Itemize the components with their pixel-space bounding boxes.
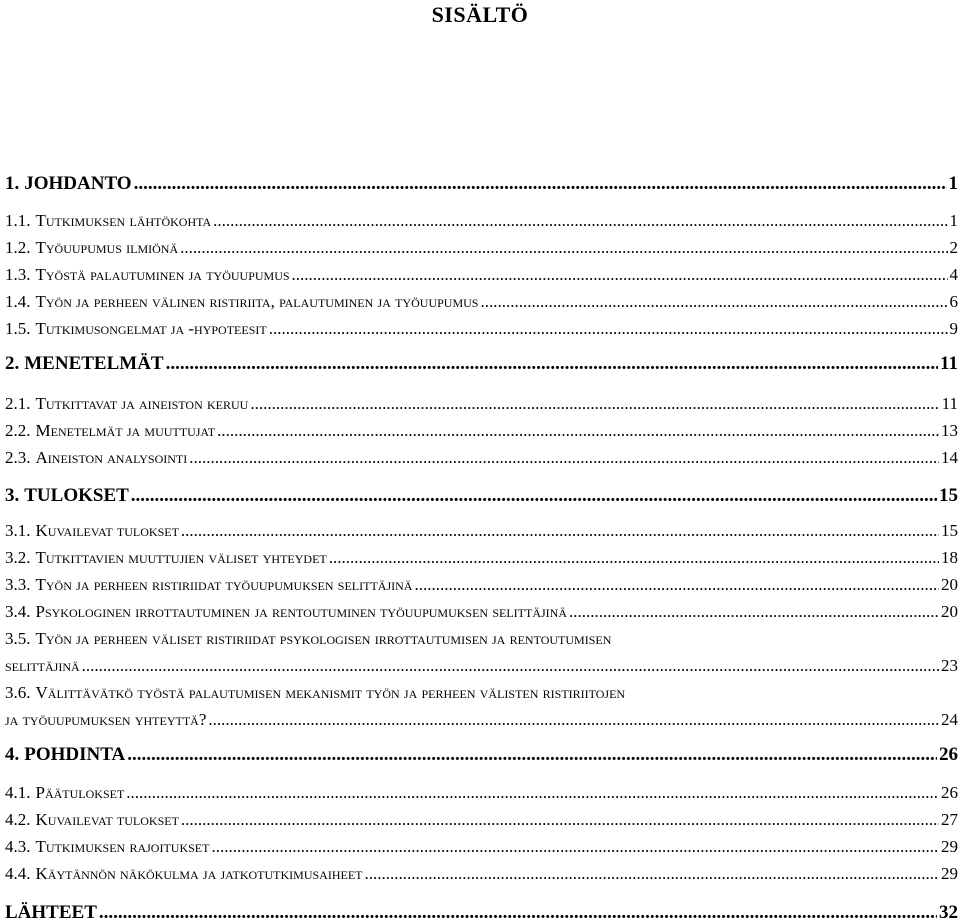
toc-entry-page-number: 6: [949, 292, 958, 311]
toc-entry-number: 4.1.: [5, 783, 31, 802]
toc-entry-title: Kuvailevat tulokset: [35, 810, 179, 829]
toc-entry-page-number: 1: [949, 211, 958, 230]
dot-leader: [217, 422, 939, 439]
toc-entry-title-continued: selittäjinä: [5, 656, 80, 675]
toc-entry[interactable]: [5, 422, 958, 439]
toc-entry[interactable]: [5, 865, 958, 882]
toc-entry-number: 4.4.: [5, 864, 31, 883]
dot-leader: [166, 354, 938, 373]
toc-entry-title: Tutkimusongelmat ja -hypoteesit: [35, 319, 267, 338]
dot-leader: [269, 320, 948, 337]
toc-entry-number: 2.2.: [5, 421, 31, 440]
toc-entry-title: POHDINTA: [24, 744, 126, 765]
toc-entry-title: TULOKSET: [24, 485, 129, 506]
toc-entry-title: Kuvailevat tulokset: [35, 521, 179, 540]
toc-entry-number: 4.: [5, 744, 20, 765]
toc-entry-number: 2.1.: [5, 394, 31, 413]
toc-entry-number: 4.3.: [5, 837, 31, 856]
toc-entry[interactable]: [5, 212, 958, 229]
toc-entry[interactable]: [5, 486, 958, 505]
dot-leader: [208, 711, 939, 728]
toc-entry[interactable]: [5, 174, 958, 193]
toc-entry-page-number: 27: [941, 810, 958, 829]
dot-leader: [189, 449, 939, 466]
toc-entry[interactable]: [5, 903, 958, 922]
toc-entry-number: 3.3.: [5, 575, 31, 594]
toc-entry-number: 1.1.: [5, 211, 31, 230]
toc-entry[interactable]: [5, 354, 958, 373]
dot-leader: [329, 549, 939, 566]
toc-entry-title: Tutkimuksen lähtökohta: [35, 211, 212, 230]
toc-entry-title: Tutkittavien muuttujien väliset yhteydet: [35, 548, 327, 567]
toc-entry-title: Tutkimuksen rajoitukset: [35, 837, 210, 856]
toc-entry-number: 2.: [5, 353, 20, 374]
toc-entry-page-number: 29: [941, 837, 958, 856]
toc-entry-page-number: 32: [939, 902, 958, 923]
toc-entry-line: [5, 630, 611, 647]
dot-leader: [134, 174, 947, 193]
toc-entry-number: 3.6.: [5, 683, 31, 702]
dot-leader: [181, 811, 939, 828]
toc-entry-title: Tutkittavat ja aineiston keruu: [35, 394, 249, 413]
toc-entry-line: [5, 684, 625, 701]
dot-leader: [292, 266, 948, 283]
toc-entry-page-number: 13: [941, 421, 958, 440]
toc-entry-title-continued: ja työuupumuksen yhteyttä?: [5, 710, 207, 729]
toc-entry[interactable]: [5, 811, 958, 828]
toc-entry[interactable]: [5, 838, 958, 855]
toc-entry-page-number: 20: [941, 575, 958, 594]
toc-entry[interactable]: [5, 657, 958, 674]
dot-leader: [480, 293, 947, 310]
dot-leader: [99, 903, 937, 922]
toc-entry-number: 2.3.: [5, 448, 31, 467]
toc-entry-title: Työuupumus ilmiönä: [35, 238, 179, 257]
toc-entry-number: 3.1.: [5, 521, 31, 540]
toc-entry-number: 3.2.: [5, 548, 31, 567]
toc-entry[interactable]: [5, 239, 958, 256]
toc-entry-page-number: 11: [940, 353, 958, 374]
toc-entry-page-number: 26: [941, 783, 958, 802]
toc-entry-page-number: 4: [949, 265, 958, 284]
dot-leader: [127, 745, 937, 764]
toc-entry-page-number: 29: [941, 864, 958, 883]
toc-entry-title: Välittävätkö työstä palautumisen mekanismit työn ja perheen välisten ristiriitojen: [35, 683, 626, 702]
toc-entry-title: JOHDANTO: [24, 173, 132, 194]
toc-entry-title: Käytännön näkökulma ja jatkotutkimusaiheet: [35, 864, 363, 883]
dot-leader: [131, 486, 937, 505]
toc-entry-page-number: 9: [949, 319, 958, 338]
dot-leader: [181, 522, 939, 539]
dot-leader: [414, 576, 939, 593]
toc-entry-page-number: 20: [941, 602, 958, 621]
dot-leader: [126, 784, 939, 801]
toc-entry-page-number: 14: [941, 448, 958, 467]
toc-entry-title: Aineiston analysointi: [35, 448, 188, 467]
dot-leader: [250, 395, 939, 412]
toc-entry[interactable]: [5, 549, 958, 566]
toc-entry-page-number: 15: [941, 521, 958, 540]
toc-entry-title: Työstä palautuminen ja työuupumus: [35, 265, 290, 284]
toc-entry-title: Työn ja perheen ristiriidat työuupumuksen selittäjinä: [35, 575, 413, 594]
dot-leader: [82, 657, 939, 674]
toc-entry[interactable]: [5, 293, 958, 310]
toc-entry-number: 1.5.: [5, 319, 31, 338]
toc-entry[interactable]: [5, 745, 958, 764]
toc-entry[interactable]: [5, 522, 958, 539]
toc-entry[interactable]: [5, 449, 958, 466]
toc-entry-page-number: 2: [949, 238, 958, 257]
toc-entry-page-number: 1: [948, 173, 958, 194]
dot-leader: [180, 239, 947, 256]
toc-entry-page-number: 18: [941, 548, 958, 567]
toc-entry[interactable]: [5, 603, 958, 620]
toc-entry-number: 3.5.: [5, 629, 31, 648]
dot-leader: [365, 865, 939, 882]
toc-entry-number: 3.4.: [5, 602, 31, 621]
toc-entry[interactable]: [5, 711, 958, 728]
toc-entry-page-number: 23: [941, 656, 958, 675]
dot-leader: [569, 603, 939, 620]
toc-entry[interactable]: [5, 576, 958, 593]
toc-entry-title: LÄHTEET: [5, 902, 97, 923]
dot-leader: [213, 212, 947, 229]
toc-entry-page-number: 26: [939, 744, 958, 765]
toc-entry-number: 1.: [5, 173, 20, 194]
toc-entry-title: Menetelmät ja muuttujat: [35, 421, 216, 440]
dot-leader: [211, 838, 939, 855]
toc-entry-number: 1.3.: [5, 265, 31, 284]
toc-entry-title: Päätulokset: [35, 783, 125, 802]
toc-entry-page-number: 11: [941, 394, 958, 413]
toc-entry-title: Työn ja perheen väliset ristiriidat psykologisen irrottautumisen ja rentoutumisen: [35, 629, 612, 648]
toc-entry-number: 1.4.: [5, 292, 31, 311]
toc-entry-title: Psykologinen irrottautuminen ja rentoutuminen työuupumuksen selittäjinä: [35, 602, 567, 621]
toc-entry-title: Työn ja perheen välinen ristiriita, palautuminen ja työuupumus: [35, 292, 479, 311]
toc-entry[interactable]: [5, 784, 958, 801]
toc-entry-page-number: 15: [939, 485, 958, 506]
toc-entry-number: 1.2.: [5, 238, 31, 257]
toc-entry-number: 4.2.: [5, 810, 31, 829]
page-title: SISÄLTÖ: [431, 2, 529, 27]
toc-entry[interactable]: [5, 395, 958, 412]
toc-entry[interactable]: [5, 320, 958, 337]
toc-entry[interactable]: [5, 266, 958, 283]
toc-entry-title: MENETELMÄT: [24, 353, 164, 374]
toc-entry-page-number: 24: [941, 710, 958, 729]
toc-entry-number: 3.: [5, 485, 20, 506]
